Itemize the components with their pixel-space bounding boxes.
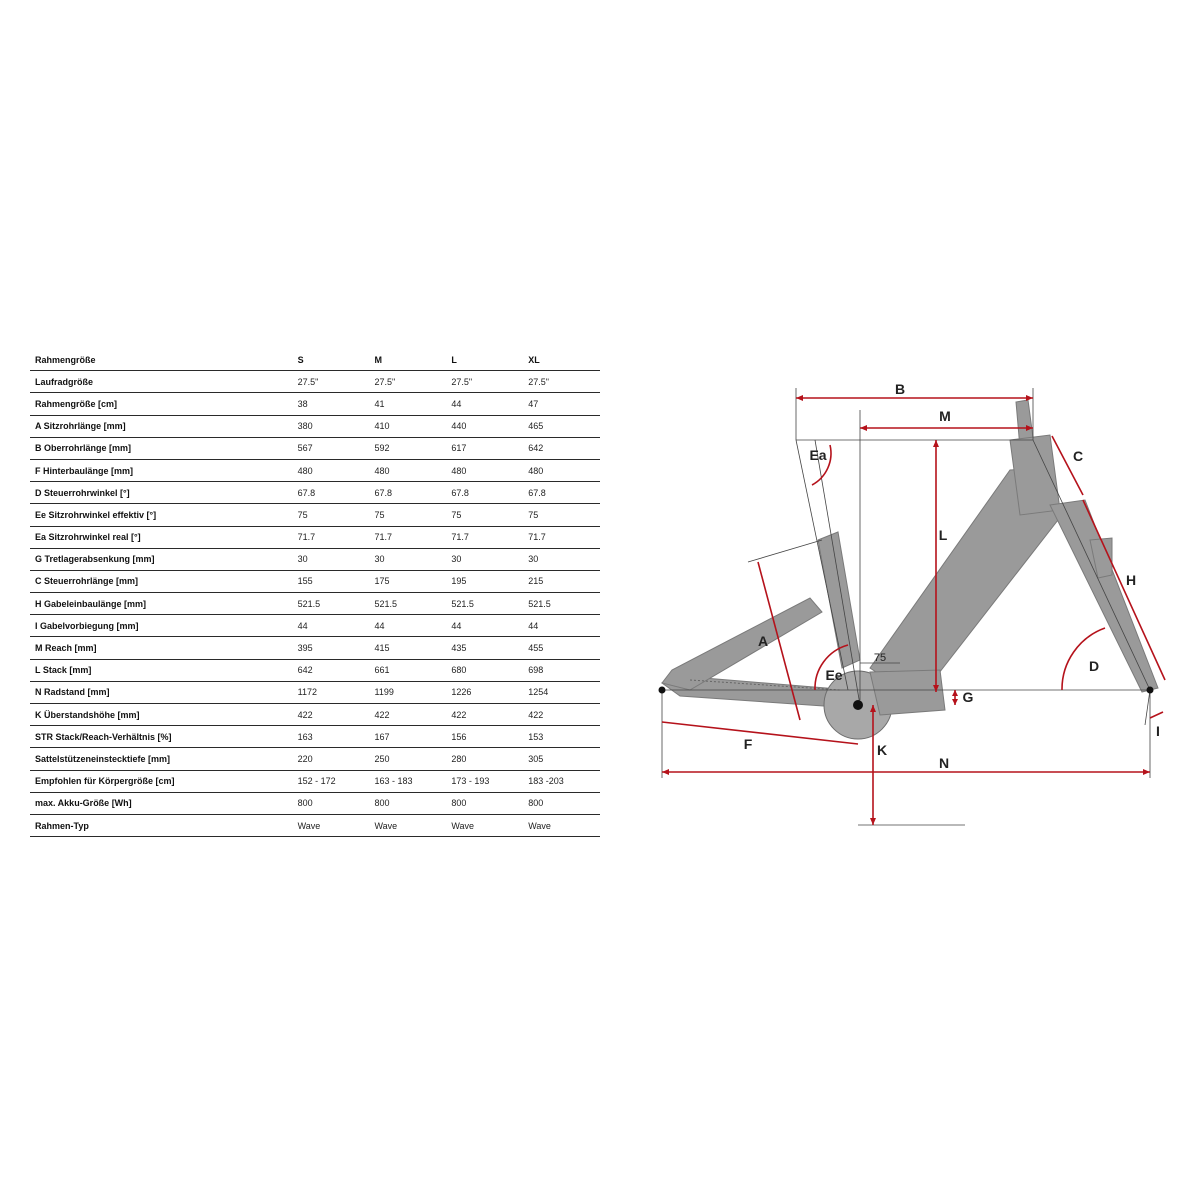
table-row: [30, 726, 600, 748]
label-d: D: [1088, 658, 1100, 674]
cell-value: 480: [293, 459, 370, 481]
cell-value: 44: [446, 615, 523, 637]
cell-value: 71.7: [523, 526, 600, 548]
cell-value: 183 -203: [523, 770, 600, 792]
cell-value: 155: [293, 570, 370, 592]
cell-value: 173 - 193: [446, 770, 523, 792]
row-label: B Oberrohrlänge [mm]: [30, 437, 293, 459]
cell-value: 435: [446, 637, 523, 659]
cell-value: 215: [523, 570, 600, 592]
label-h: H: [1125, 572, 1137, 588]
row-label: Laufradgröße: [30, 371, 293, 393]
bike-geometry-diagram: [640, 370, 1190, 840]
dim-i: [1150, 712, 1163, 718]
cell-value: 642: [293, 659, 370, 681]
cell-value: 30: [293, 548, 370, 570]
fork: [1050, 500, 1158, 692]
table-header-row: [30, 349, 600, 371]
cell-value: 800: [369, 792, 446, 814]
row-label: Empfohlen für Körpergröße [cm]: [30, 770, 293, 792]
row-label: Rahmen-Typ: [30, 814, 293, 836]
cell-value: 480: [446, 459, 523, 481]
cell-value: 1254: [523, 681, 600, 703]
cell-value: 167: [369, 726, 446, 748]
row-label: I Gabelvorbiegung [mm]: [30, 615, 293, 637]
label-angle-75: 75: [873, 652, 887, 664]
cell-value: 440: [446, 415, 523, 437]
cell-value: 480: [523, 459, 600, 481]
cell-value: 156: [446, 726, 523, 748]
cell-value: 75: [293, 504, 370, 526]
row-label: D Steuerrohrwinkel [°]: [30, 482, 293, 504]
table-row: [30, 659, 600, 681]
label-f: F: [743, 736, 753, 752]
header-size-m: M: [369, 349, 446, 371]
cell-value: 67.8: [293, 482, 370, 504]
cell-value: 521.5: [293, 593, 370, 615]
arrow: [796, 395, 803, 401]
front-axle-point: [1147, 687, 1154, 694]
arrow: [933, 440, 939, 447]
table-row: [30, 704, 600, 726]
bike-frame-silhouette: [662, 400, 1158, 739]
label-m: M: [939, 408, 951, 424]
cell-value: 250: [369, 748, 446, 770]
battery-mount: [870, 670, 945, 715]
cell-value: 71.7: [293, 526, 370, 548]
cell-value: 592: [369, 437, 446, 459]
header-size-s: S: [293, 349, 370, 371]
cell-value: 521.5: [369, 593, 446, 615]
cell-value: 195: [446, 570, 523, 592]
row-label: Ee Sitzrohrwinkel effektiv [°]: [30, 504, 293, 526]
cell-value: 422: [369, 704, 446, 726]
row-label: max. Akku-Größe [Wh]: [30, 792, 293, 814]
table-row: [30, 526, 600, 548]
steering-axis-line: [1033, 440, 1150, 690]
cell-value: 71.7: [446, 526, 523, 548]
cell-value: 44: [523, 615, 600, 637]
cell-value: 67.8: [369, 482, 446, 504]
cell-value: 455: [523, 637, 600, 659]
row-label: STR Stack/Reach-Verhältnis [%]: [30, 726, 293, 748]
cell-value: 465: [523, 415, 600, 437]
arrow: [1026, 395, 1033, 401]
arrow: [662, 769, 669, 775]
cell-value: 67.8: [446, 482, 523, 504]
cell-value: Wave: [369, 814, 446, 836]
label-a: A: [757, 633, 769, 649]
cell-value: 642: [523, 437, 600, 459]
table-row: [30, 770, 600, 792]
cell-value: 415: [369, 637, 446, 659]
table-row: [30, 681, 600, 703]
cell-value: 30: [369, 548, 446, 570]
arrow: [1143, 769, 1150, 775]
table-row: [30, 459, 600, 481]
row-label: L Stack [mm]: [30, 659, 293, 681]
label-i: I: [1156, 723, 1160, 739]
cell-value: 410: [369, 415, 446, 437]
table-row: [30, 415, 600, 437]
row-label: Sattelstützeneinstecktiefe [mm]: [30, 748, 293, 770]
table-row: [30, 393, 600, 415]
table-body: [30, 371, 600, 837]
label-ea: Ea: [809, 447, 827, 463]
table-row: [30, 548, 600, 570]
table-row: [30, 615, 600, 637]
cell-value: 67.8: [523, 482, 600, 504]
fork-offset-ref: [1145, 690, 1150, 725]
rear-axle-point: [659, 687, 666, 694]
seatstay: [662, 598, 822, 690]
cell-value: 800: [293, 792, 370, 814]
cell-value: 27.5": [523, 371, 600, 393]
table-row: [30, 371, 600, 393]
cell-value: 380: [293, 415, 370, 437]
cell-value: 44: [369, 615, 446, 637]
label-k: K: [876, 742, 888, 758]
cell-value: 800: [523, 792, 600, 814]
dim-f: [662, 722, 858, 744]
row-label: F Hinterbaulänge [mm]: [30, 459, 293, 481]
cell-value: Wave: [523, 814, 600, 836]
table-row: [30, 482, 600, 504]
row-label: G Tretlagerabsenkung [mm]: [30, 548, 293, 570]
cell-value: 422: [523, 704, 600, 726]
cell-value: 395: [293, 637, 370, 659]
cell-value: 480: [369, 459, 446, 481]
cell-value: 1172: [293, 681, 370, 703]
table-row: [30, 814, 600, 836]
cell-value: 30: [523, 548, 600, 570]
table-row: [30, 792, 600, 814]
cell-value: 75: [446, 504, 523, 526]
label-n: N: [938, 755, 950, 771]
row-label: K Überstandshöhe [mm]: [30, 704, 293, 726]
geometry-table: [30, 349, 600, 837]
cell-value: 27.5": [293, 371, 370, 393]
cell-value: 422: [293, 704, 370, 726]
cell-value: 75: [523, 504, 600, 526]
cell-value: 521.5: [446, 593, 523, 615]
table-row: [30, 504, 600, 526]
cell-value: Wave: [446, 814, 523, 836]
cell-value: 75: [369, 504, 446, 526]
cell-value: 305: [523, 748, 600, 770]
cell-value: 71.7: [369, 526, 446, 548]
cell-value: 41: [369, 393, 446, 415]
label-ee: Ee: [825, 667, 843, 683]
bottom-bracket-point: [853, 700, 863, 710]
row-label: Rahmengröße [cm]: [30, 393, 293, 415]
cell-value: 44: [446, 393, 523, 415]
header-size-xl: XL: [523, 349, 600, 371]
cell-value: 567: [293, 437, 370, 459]
table-row: [30, 593, 600, 615]
row-label: N Radstand [mm]: [30, 681, 293, 703]
arrow: [952, 699, 958, 705]
cell-value: 30: [446, 548, 523, 570]
arrow: [952, 690, 958, 696]
cell-value: 47: [523, 393, 600, 415]
cell-value: 422: [446, 704, 523, 726]
cell-value: 1199: [369, 681, 446, 703]
cell-value: 1226: [446, 681, 523, 703]
cell-value: 163: [293, 726, 370, 748]
table-row: [30, 570, 600, 592]
row-label: M Reach [mm]: [30, 637, 293, 659]
header-size-l: L: [446, 349, 523, 371]
cell-value: 280: [446, 748, 523, 770]
cell-value: 153: [523, 726, 600, 748]
cell-value: 220: [293, 748, 370, 770]
row-label: H Gabeleinbaulänge [mm]: [30, 593, 293, 615]
seat-tube-top-ref: [748, 540, 822, 562]
row-label: A Sitzrohrlänge [mm]: [30, 415, 293, 437]
arrow: [870, 818, 876, 825]
header-frame-size: Rahmengröße: [30, 349, 293, 371]
cell-value: 617: [446, 437, 523, 459]
label-b: B: [894, 381, 906, 397]
cell-value: 152 - 172: [293, 770, 370, 792]
cell-value: 661: [369, 659, 446, 681]
label-l: L: [938, 527, 948, 543]
table-row: [30, 748, 600, 770]
cell-value: 680: [446, 659, 523, 681]
row-label: Ea Sitzrohrwinkel real [°]: [30, 526, 293, 548]
label-c: C: [1072, 448, 1084, 464]
cell-value: 698: [523, 659, 600, 681]
cell-value: 175: [369, 570, 446, 592]
label-g: G: [962, 689, 974, 705]
cell-value: 27.5": [369, 371, 446, 393]
cell-value: Wave: [293, 814, 370, 836]
row-label: C Steuerrohrlänge [mm]: [30, 570, 293, 592]
cell-value: 163 - 183: [369, 770, 446, 792]
table-row: [30, 637, 600, 659]
cell-value: 27.5": [446, 371, 523, 393]
arrow: [860, 425, 867, 431]
cell-value: 521.5: [523, 593, 600, 615]
cell-value: 800: [446, 792, 523, 814]
cell-value: 38: [293, 393, 370, 415]
cell-value: 44: [293, 615, 370, 637]
table-row: [30, 437, 600, 459]
